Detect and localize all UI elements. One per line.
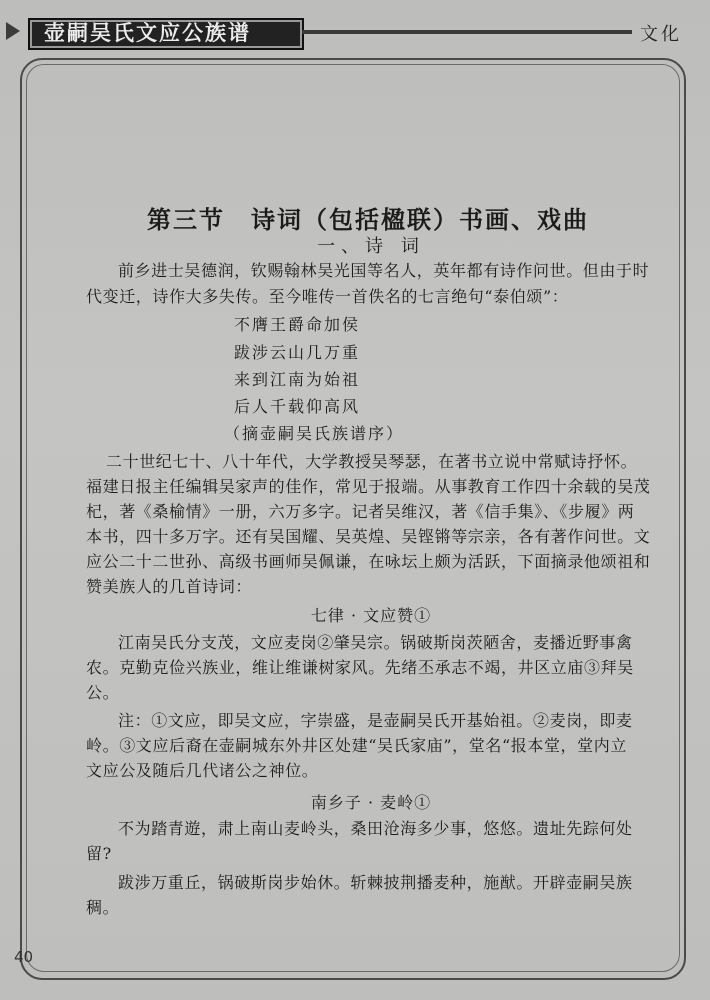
- book-title: 壶嗣吴氏文应公族谱: [44, 21, 251, 45]
- paragraph-2-line: 二十世纪七十、八十年代，大学教授吴琴瑟，在著书立说中常赋诗抒怀。: [106, 452, 638, 471]
- paragraph-1-line-1: 前乡进士吴德润，钦赐翰林吴光国等名人，英年都有诗作问世。但由于时: [118, 261, 650, 280]
- paragraph-2-line: 福建日报主任编辑吴家声的佳作，常见于报端。从事教育工作四十余载的吴茂: [86, 477, 651, 496]
- poem-3-line: 留?: [86, 844, 112, 863]
- poem-4-line: 跋涉万重丘，锅破斯岗步始休。斩棘披荆播麦种，施猷。开辟壶嗣吴族: [118, 873, 633, 892]
- poem-line: 来到江南为始祖: [234, 370, 361, 389]
- paragraph-2-line: 赞美族人的几首诗词：: [86, 577, 253, 596]
- page-number: 40: [14, 948, 34, 966]
- poem-2-title: 七律 · 文应赞①: [310, 606, 432, 625]
- note-line: 文应公及随后几代诸公之神位。: [86, 761, 319, 780]
- poem-line: 跋涉云山几万重: [234, 343, 361, 362]
- poem-line: 不膺王爵命加侯: [234, 315, 361, 334]
- poem-line: 后人千载仰高风: [234, 397, 361, 416]
- header-rule: [302, 30, 632, 34]
- poem-2-line: 农。克勤克俭兴族业，维让维谦树家风。先绪丕承志不竭，井区立庙③拜吴: [86, 658, 634, 677]
- paragraph-2-line: 本书，四十多万字。还有吴国耀、吴英煌、吴铿锵等宗亲，各有著作问世。文: [86, 527, 651, 546]
- paragraph-1-line-2: 代变迁，诗作大多失传。至今唯传一首佚名的七言绝句“泰伯颂”：: [86, 287, 569, 306]
- paragraph-2-line: 杞，著《桑榆情》一册，六万多字。记者吴维汉，著《信手集》、《步履》两: [86, 502, 635, 521]
- poem-source: （摘壶嗣吴氏族谱序）: [224, 424, 405, 443]
- poem-2-line: 江南吴氏分支茂，文应麦岗②肇吴宗。锅破斯岗茨陋舍，麦播近野事禽: [118, 633, 633, 652]
- section-tag: 文化: [640, 24, 682, 45]
- note-line: 注：①文应，即吴文应，字崇盛，是壶嗣吴氏开基始祖。②麦岗，即麦: [118, 711, 633, 730]
- paragraph-2-line: 应公二十二世孙、高级书画师吴佩谦，在咏坛上颇为活跃，下面摘录他颂祖和: [86, 552, 651, 571]
- section-title: 第三节 诗词（包括楹联）书画、戏曲: [147, 206, 589, 234]
- poem-3-line: 不为踏青遊，肃上南山麦岭头，桑田沧海多少事，悠悠。遗址先踪何处: [118, 819, 633, 838]
- header-arrow-icon: [6, 22, 20, 40]
- poem-4-line: 稠。: [86, 898, 120, 917]
- poem-2-line: 公。: [86, 683, 120, 702]
- poem-3-title: 南乡子 · 麦岭①: [310, 793, 432, 812]
- note-line: 岭。③文应后裔在壶嗣城东外井区处建“吴氏家庙”，堂名“报本堂，堂内立: [86, 736, 627, 755]
- sub-title: 一、诗 词: [317, 236, 425, 257]
